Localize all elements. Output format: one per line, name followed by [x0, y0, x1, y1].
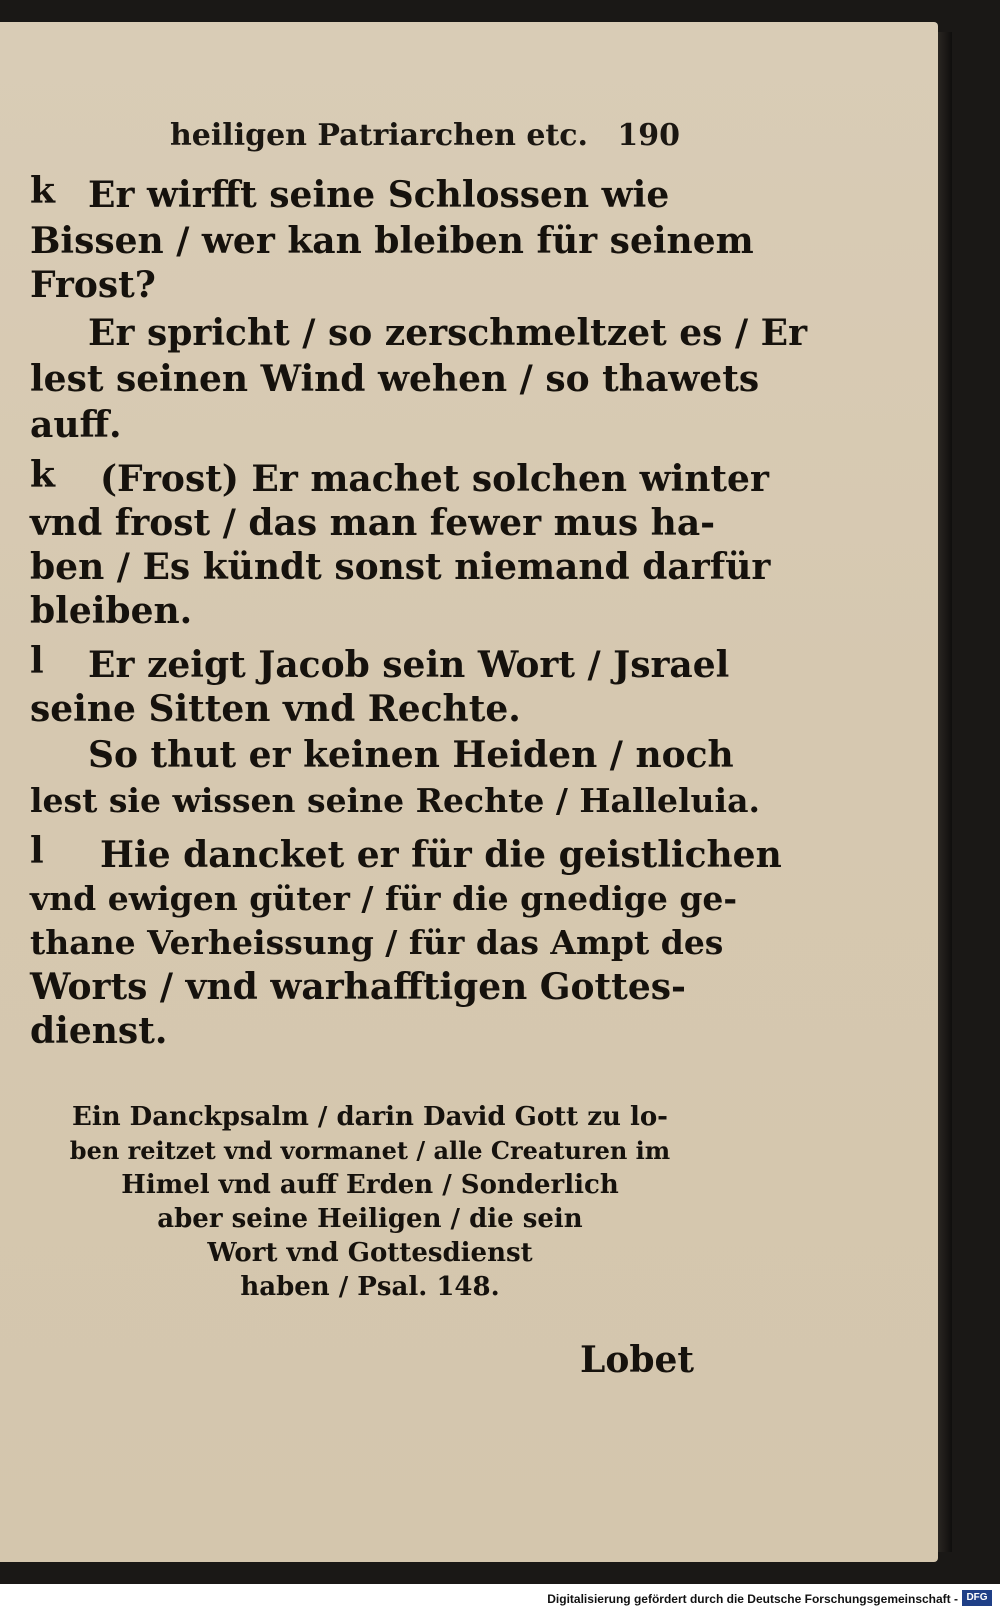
book-page	[0, 22, 938, 1562]
text-line: seine Sitten vnd Rechte.	[30, 688, 521, 730]
text-line: thane Verheissung / für das Ampt des	[30, 923, 724, 962]
text-line: Worts / vnd warhafftigen Gottes-	[30, 966, 686, 1008]
psalm-caption-line: Himel vnd auff Erden / Sonderlich	[121, 1170, 619, 1200]
text-line: Frost?	[30, 264, 156, 306]
text-line: auff.	[30, 404, 122, 446]
text-line: Er spricht / so zerschmeltzet es / Er	[88, 312, 808, 354]
text-line: dienst.	[30, 1010, 168, 1052]
catchword: Lobet	[580, 1339, 695, 1381]
digitization-footer	[0, 1584, 1000, 1614]
psalm-caption-line: ben reitzet vnd vormanet / alle Creaturen im	[69, 1136, 671, 1165]
page-number: 190	[617, 118, 680, 153]
psalm-caption-line: Wort vnd Gottesdienst	[207, 1238, 533, 1268]
text-line: lest sie wissen seine Rechte / Halleluia.	[30, 781, 760, 820]
text-line: Hie dancket er für die geistlichen	[100, 834, 782, 876]
margin-marker: k	[30, 170, 55, 212]
text-line: (Frost) Er machet solchen winter	[100, 458, 769, 500]
psalm-caption-line: haben / Psal. 148.	[240, 1272, 500, 1302]
running-head	[170, 112, 680, 162]
text-line: Er zeigt Jacob sein Wort / Jsrael	[88, 644, 730, 686]
text-line: vnd ewigen güter / für die gnedige ge-	[30, 879, 738, 918]
margin-marker: l	[30, 640, 44, 682]
text-line: Er wirfft seine Schlossen wie	[88, 174, 670, 216]
margin-marker: k	[30, 454, 55, 496]
psalm-caption-line: Ein Danckpsalm / darin David Gott zu lo-	[72, 1102, 668, 1132]
psalm-caption-line: aber seine Heiligen / die sein	[157, 1204, 583, 1234]
dfg-logo: DFG	[962, 1590, 992, 1606]
running-head-title: heiligen Patriarchen etc.	[170, 118, 588, 153]
text-line: vnd frost / das man fewer mus ha-	[30, 502, 716, 544]
text-line: So thut er keinen Heiden / noch	[88, 734, 734, 776]
margin-marker: l	[30, 830, 44, 872]
text-line: lest seinen Wind wehen / so thawets	[30, 358, 760, 400]
text-line: ben / Es kündt sonst niemand darfür	[30, 546, 771, 588]
text-line: Bissen / wer kan bleiben für seinem	[30, 220, 754, 262]
text-line: bleiben.	[30, 590, 193, 632]
footer-credit: Digitalisierung gefördert durch die Deutsche Forschungsgemeinschaft -	[547, 1592, 958, 1606]
